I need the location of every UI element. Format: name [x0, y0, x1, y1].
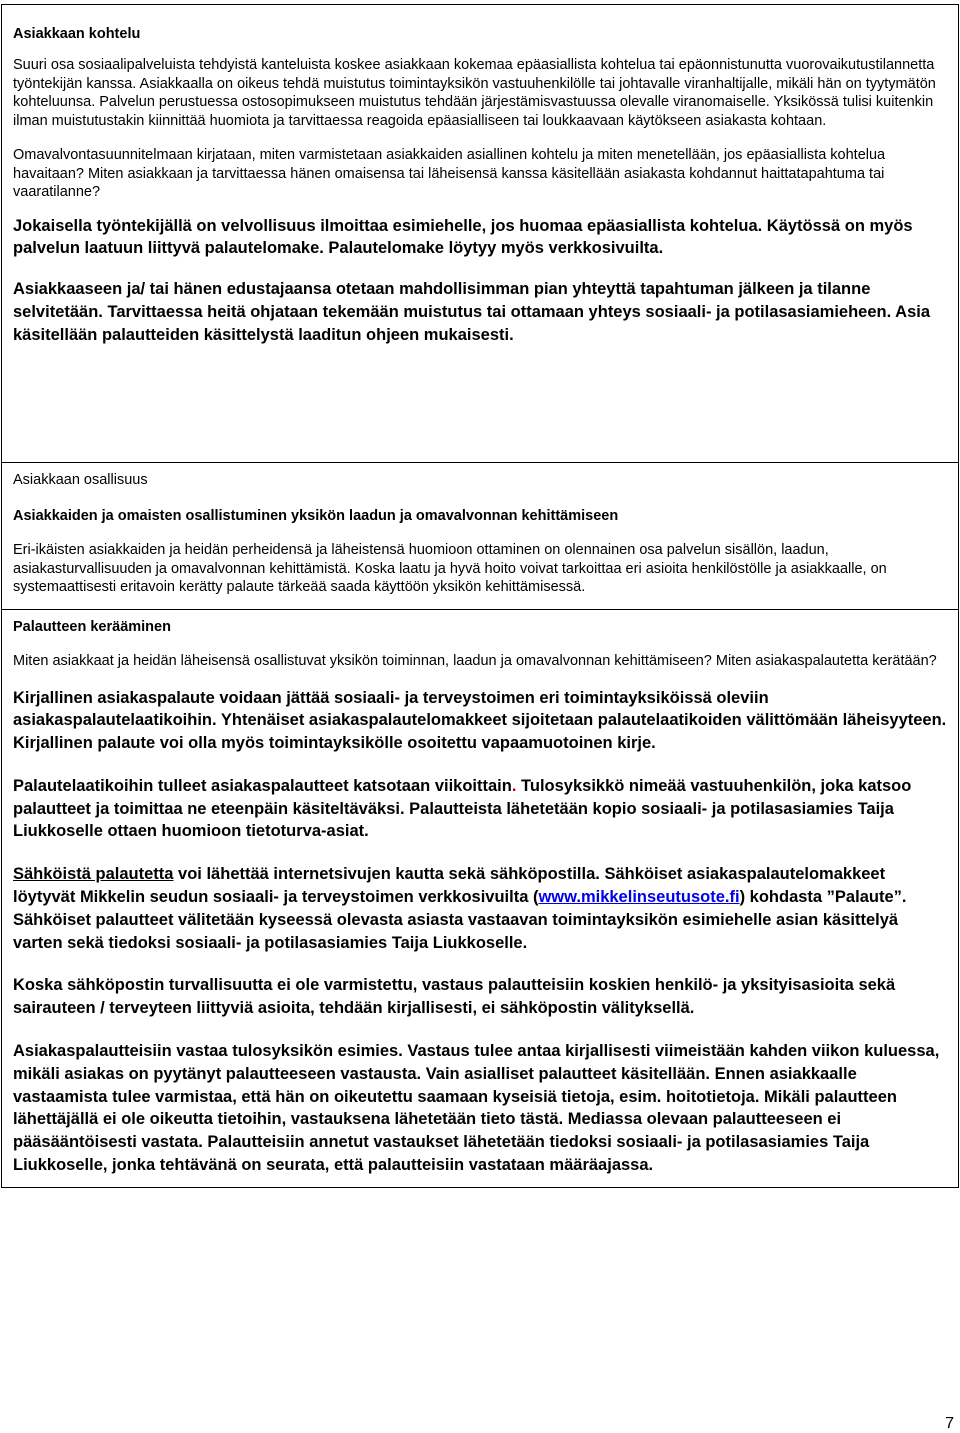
- text-run: Tulosyksikkö nimeää vastuuhenkilön, joka katsoo palautteet ja toimittaa ne eteenpäin käsiteltäväksi. Palautteista lähetetään kopio sosiaali- ja potilasasiamies Taija Liukkoselle ottaen huomioon tietoturva-asiat.: [13, 776, 912, 841]
- bold-paragraph: [13, 775, 950, 843]
- section-asiakkaan-kohtelu: [2, 5, 958, 463]
- section-title: Asiakkaan osallisuus: [13, 472, 148, 488]
- section-title: Palautteen kerääminen: [13, 619, 171, 635]
- website-link[interactable]: www.mikkelinseutusote.fi: [538, 888, 740, 907]
- text-run: Palautelaatikoihin tulleet asiakaspalautteet katsotaan viikoittain: [13, 776, 512, 795]
- paragraph: Miten asiakkaat ja heidän läheisensä osallistuvat yksikön toiminnan, laadun ja omavalvonnan kehittämiseen? Miten asiakaspalautetta kerätään?: [13, 653, 937, 669]
- bold-paragraph: Asiakaspalautteisiin vastaa tulosyksikön esimies. Vastaus tulee antaa kirjallisesti viimeistään kahden viikon kuluessa, mikäli asiakas on pyytänyt palautteeseen vastausta. Vain asialliset palautteet käsitellään. Ennen asiakkaalle vastaamista tulee varmistaa, että hän on oikeutettu saamaan kyseisiä tietoja, esim. hoitotietoja. Mikäli palautteen lähettäjällä ei ole oikeutta tietoihin, vastauksena lähetetään tieto tästä. Mediassa olevaan palautteeseen ei pääsääntöisesti vastata. Palautteisiin annetut vastaukset lähetetään tiedoksi sosiaali- ja potilasasiamies Taija Liukkoselle, jonka tehtävänä on seurata, että palautteisiin vastataan määräajassa.: [13, 1042, 940, 1175]
- bold-paragraph: Kirjallinen asiakaspalaute voidaan jättää sosiaali- ja terveystoimen eri toimintayksiköissä oleviin asiakaspalautelaatikoihin. Yhtenäiset asiakaspalautelomakkeet sijoitetaan palautelaatikoiden välittömään läheisyyteen. Kirjallinen palaute voi olla myös toimintayksikölle osoitettu vapaamuotoinen kirje.: [13, 688, 947, 753]
- section-title: Asiakkaan kohtelu: [13, 26, 141, 42]
- section-subtitle: Asiakkaiden ja omaisten osallistuminen yksikön laadun ja omavalvonnan kehittämiseen: [13, 508, 619, 524]
- bold-paragraph: Koska sähköpostin turvallisuutta ei ole varmistettu, vastaus palautteisiin koskien henkilö- ja yksityisasioita sekä sairauteen / terveyteen liittyviä asioita, tehdään kirjallisesti, ei sähköpostin välityksellä.: [13, 976, 896, 1018]
- section-palautteen-keraaminen: [2, 610, 958, 1187]
- paragraph: Eri-ikäisten asiakkaiden ja heidän perheidensä ja läheistensä huomioon ottaminen on olennainen osa palvelun sisällön, laadun, asiakasturvallisuuden ja omavalvonnan kehittämistä. Koska laatu ja hyvä hoito voivat tarkoittaa eri asioita henkilöstölle ja asiakkaalle, on systemaattisesti eritavoin kerätty palaute tärkeää saada käyttöön yksikön kehittämisessä.: [13, 542, 887, 595]
- red-period: .: [511, 776, 517, 795]
- text-run: voi lähettää internetsivujen kautta sekä sähköpostilla. Sähköiset asiakaspalautelomakkeet löytyvät Mikkelin seudun sosiaali- ja terveystoimen verkkosivuilta (: [13, 865, 886, 907]
- section-asiakkaan-osallisuus: [2, 463, 958, 610]
- bold-paragraph: [13, 863, 950, 954]
- bold-paragraph: Jokaisella työntekijällä on velvollisuus ilmoittaa esimiehelle, jos huomaa epäasiallista kohtelua. Käytössä on myös palvelun laatuun liittyvä palautelomake. Palautelomake löytyy myös verkkosivuilta.: [13, 216, 913, 258]
- page-number: 7: [945, 1415, 954, 1432]
- bold-paragraph: Asiakkaaseen ja/ tai hänen edustajaansa otetaan mahdollisimman pian yhteyttä tapahtuman jälkeen ja tilanne selvitetään. Tarvittaessa heitä ohjataan tekemään muistutus tai ottamaan yhteys sosiaali- ja potilasasiamieheen. Asia käsitellään palautteiden käsittelystä laaditun ohjeen mukaisesti.: [13, 280, 931, 344]
- document-frame: [1, 4, 959, 1188]
- text-run: ) kohdasta ”Palaute”. Sähköiset palautteet välitetään kyseessä olevasta asiasta vastaavan toimintayksikön esimiehelle asian käsittelyä varten sekä tiedoksi sosiaali- ja potilasasiamies Taija Liukkoselle.: [13, 888, 907, 952]
- paragraph: Omavalvontasuunnitelmaan kirjataan, miten varmistetaan asiakkaiden asiallinen kohtelu ja miten menetellään, jos epäasiallista kohtelua havaitaan? Miten asiakkaan ja tarvittaessa hänen omaisensa tai läheisensä kanssa käsitellään asiakasta kohdannut haittatapahtuma tai vaaratilanne?: [13, 147, 886, 200]
- electronic-feedback-link[interactable]: Sähköistä palautetta: [13, 865, 174, 884]
- paragraph: Suuri osa sosiaalipalveluista tehdyistä kanteluista koskee asiakkaan kokemaa epäasiallista kohtelua tai epäonnistunutta vuorovaikutustilannetta työntekijän kanssa. Asiakkaalla on oikeus tehdä muistutus toimintayksikön vastuuhenkilölle tai johtavalle viranhaltijalle, mikäli hän on tyytymätön kohteluunsa. Palvelun perustuessa ostosopimukseen muistutus tehdään järjestämisvastuussa olevalle viranomaiselle. Yksikössä tulisi kuitenkin ilman muistutustakin kiinnittää huomiota ja tarvittaessa reagoida epäasialliseen tai loukkaavaan käytökseen asiakasta kohtaan.: [13, 57, 936, 129]
